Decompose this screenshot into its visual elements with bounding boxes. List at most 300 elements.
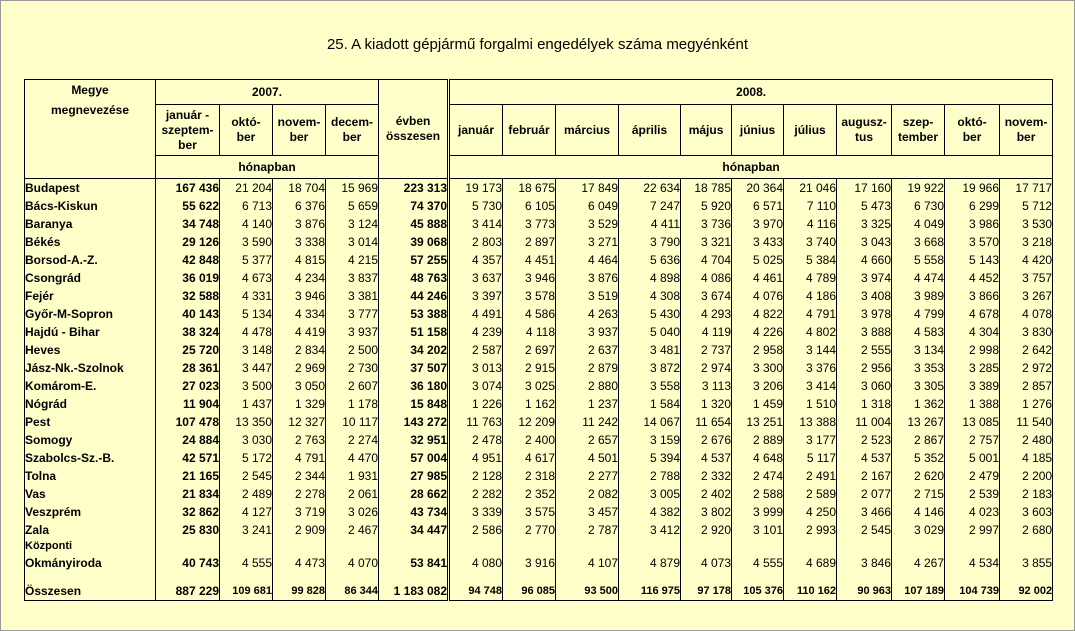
cell-value: 17 717 [1000,179,1053,198]
cell-value: 5 558 [892,251,945,269]
cell-value: 4 331 [220,287,273,305]
cell-value: 1 226 [449,395,503,413]
spacer-cell [784,572,837,582]
cell-value: 29 126 [156,233,220,251]
cell-value: 21 046 [784,179,837,198]
cell-value: 3 050 [273,377,326,395]
row-name: Hajdú - Bihar [25,323,156,341]
cell-value: 2 737 [681,341,732,359]
table-row [25,323,1053,341]
kozponti-line1: Központi [25,540,73,552]
cell-value: 4 080 [449,539,503,572]
header-megye [25,80,156,179]
cell-value: 3 740 [784,233,837,251]
cell-value: 4 537 [681,449,732,467]
spacer-cell [1000,572,1053,582]
spacer-cell [25,572,156,582]
header-month-2007-2-l2: ber [289,130,309,144]
cell-value: 3 876 [273,215,326,233]
row-name: Összesen [25,582,156,601]
cell-value: 32 588 [156,287,220,305]
cell-value: 94 748 [449,582,503,601]
cell-value: 3 241 [220,521,273,539]
cell-value: 99 828 [273,582,326,601]
cell-value: 1 510 [784,395,837,413]
cell-value: 19 966 [945,179,1000,198]
cell-value: 3 736 [681,215,732,233]
cell-value: 2 077 [837,485,892,503]
spacer-cell [732,572,784,582]
page-title: 25. A kiadott gépjármű forgalmi engedélyek száma megyénként [326,36,749,53]
cell-value: 3 353 [892,359,945,377]
cell-value: 7 110 [784,197,837,215]
cell-value: 4 250 [784,503,837,521]
cell-value: 3 005 [619,485,681,503]
cell-value: 1 183 082 [379,582,449,601]
cell-value: 4 119 [681,323,732,341]
cell-value: 1 459 [732,395,784,413]
cell-value: 13 388 [784,413,837,431]
cell-value: 2 061 [326,485,379,503]
cell-value: 4 226 [732,323,784,341]
spacer-cell [220,572,273,582]
cell-value: 4 267 [892,539,945,572]
cell-value: 5 352 [892,449,945,467]
cell-value: 107 189 [892,582,945,601]
cell-value: 17 160 [837,179,892,198]
cell-value: 2 478 [449,431,503,449]
cell-value: 4 704 [681,251,732,269]
cell-value: 22 634 [619,179,681,198]
header-osszesen: összesen [386,129,441,143]
cell-value: 3 338 [273,233,326,251]
header-month-2008-10-l1: novem- [1004,115,1048,129]
table-row [25,377,1053,395]
table-row [25,269,1053,287]
cell-value: 18 704 [273,179,326,198]
cell-value: 4 673 [220,269,273,287]
cell-value: 1 931 [326,467,379,485]
cell-value: 3 321 [681,233,732,251]
cell-value: 5 430 [619,305,681,323]
cell-value: 3 414 [449,215,503,233]
spacer-cell [379,572,449,582]
cell-value: 3 267 [1000,287,1053,305]
cell-value: 12 327 [273,413,326,431]
cell-value: 4 951 [449,449,503,467]
header-month-2007-2 [273,105,326,156]
row-name: Csongrád [25,269,156,287]
row-name: Somogy [25,431,156,449]
cell-value: 3 937 [556,323,619,341]
cell-value: 5 394 [619,449,681,467]
cell-value: 74 370 [379,197,449,215]
cell-value: 2 128 [449,467,503,485]
cell-value: 2 787 [556,521,619,539]
cell-value: 2 993 [784,521,837,539]
cell-value: 5 920 [681,197,732,215]
header-megye-line2: megnevezése [50,103,130,117]
cell-value: 4 127 [220,503,273,521]
header-month-2008-8-l2: tember [898,130,939,144]
cell-value: 3 466 [837,503,892,521]
cell-value: 3 101 [732,521,784,539]
cell-value: 11 242 [556,413,619,431]
spacer-cell [892,572,945,582]
cell-value: 3 339 [449,503,503,521]
cell-value: 3 014 [326,233,379,251]
cell-value: 4 555 [732,539,784,572]
cell-value: 2 278 [273,485,326,503]
spacer-cell [156,572,220,582]
table-row [25,521,1053,539]
cell-value: 36 019 [156,269,220,287]
cell-value: 3 872 [619,359,681,377]
cell-value: 20 364 [732,179,784,198]
cell-value: 3 575 [503,503,556,521]
cell-value: 4 334 [273,305,326,323]
cell-value: 4 118 [503,323,556,341]
row-name: Győr-M-Sopron [25,305,156,323]
cell-value: 4 293 [681,305,732,323]
cell-value: 3 159 [619,431,681,449]
table-row [25,179,1053,198]
cell-value: 3 855 [1000,539,1053,572]
header-year-2008: 2008. [449,80,1053,105]
header-month-2008-7-l1: augusz- [841,115,887,129]
cell-value: 5 172 [220,449,273,467]
table-row [25,305,1053,323]
cell-value: 53 841 [379,539,449,572]
cell-value: 45 888 [379,215,449,233]
cell-value: 3 148 [220,341,273,359]
cell-value: 4 304 [945,323,1000,341]
cell-value: 1 362 [892,395,945,413]
cell-value: 1 178 [326,395,379,413]
spacer-cell [681,572,732,582]
cell-value: 2 857 [1000,377,1053,395]
cell-value: 110 162 [784,582,837,601]
cell-value: 36 180 [379,377,449,395]
spacer-cell [556,572,619,582]
header-month-2008-8 [892,105,945,156]
cell-value: 5 712 [1000,197,1053,215]
cell-value: 3 637 [449,269,503,287]
header-month-2007-1-l1: októ- [231,115,261,129]
cell-value: 3 043 [837,233,892,251]
cell-value: 57 255 [379,251,449,269]
header-month-2008-9-l2: ber [962,130,982,144]
data-table [24,79,1053,601]
cell-value: 3 916 [503,539,556,572]
cell-value: 2 680 [1000,521,1053,539]
cell-value: 11 004 [837,413,892,431]
cell-value: 2 555 [837,341,892,359]
cell-value: 3 999 [732,503,784,521]
table-row [25,341,1053,359]
cell-value: 4 474 [892,269,945,287]
header-month-2008-4 [681,105,732,156]
cell-value: 97 178 [681,582,732,601]
cell-value: 2 491 [784,467,837,485]
cell-value: 3 029 [892,521,945,539]
cell-value: 21 834 [156,485,220,503]
table-row [25,197,1053,215]
cell-value: 2 332 [681,467,732,485]
spacer-cell [273,572,326,582]
cell-value: 2 867 [892,431,945,449]
cell-value: 1 388 [945,395,1000,413]
row-name: Fejér [25,287,156,305]
cell-value: 4 420 [1000,251,1053,269]
cell-value: 13 085 [945,413,1000,431]
cell-value: 4 537 [837,449,892,467]
cell-value: 14 067 [619,413,681,431]
cell-value: 2 969 [273,359,326,377]
cell-value: 2 757 [945,431,1000,449]
cell-value: 2 274 [326,431,379,449]
header-month-2008-0-l1: január [458,122,495,137]
header-megye-line1: Megye [71,83,109,97]
table-row [25,395,1053,413]
cell-value: 4 023 [945,503,1000,521]
cell-value: 7 247 [619,197,681,215]
header-month-2008-9 [945,105,1000,156]
cell-value: 6 049 [556,197,619,215]
row-name: Veszprém [25,503,156,521]
cell-value: 2 282 [449,485,503,503]
cell-value: 4 802 [784,323,837,341]
cell-value: 6 571 [732,197,784,215]
cell-value: 4 464 [556,251,619,269]
cell-value: 143 272 [379,413,449,431]
cell-value: 21 204 [220,179,273,198]
cell-value: 5 730 [449,197,503,215]
cell-value: 2 956 [837,359,892,377]
cell-value: 2 200 [1000,467,1053,485]
cell-value: 1 276 [1000,395,1053,413]
cell-value: 3 946 [503,269,556,287]
header-month-2007-3-l1: decem- [331,115,374,129]
cell-value: 116 975 [619,582,681,601]
cell-value: 2 402 [681,485,732,503]
cell-value: 4 049 [892,215,945,233]
cell-value: 2 889 [732,431,784,449]
cell-value: 5 473 [837,197,892,215]
cell-value: 5 377 [220,251,273,269]
header-month-2007-3-l2: ber [342,130,362,144]
cell-value: 2 909 [273,521,326,539]
cell-value: 2 523 [837,431,892,449]
cell-value: 4 070 [326,539,379,572]
kozponti-line2: Okmányiroda [25,556,102,570]
cell-value: 28 361 [156,359,220,377]
cell-value: 21 165 [156,467,220,485]
cell-value: 2 479 [945,467,1000,485]
cell-value: 3 447 [220,359,273,377]
cell-value: 4 583 [892,323,945,341]
cell-value: 3 134 [892,341,945,359]
cell-value: 4 617 [503,449,556,467]
cell-value: 96 085 [503,582,556,601]
cell-value: 2 879 [556,359,619,377]
table-row [25,582,1053,601]
header-month-2007-0-l3: ber [178,137,197,152]
cell-value: 3 558 [619,377,681,395]
table-row [25,413,1053,431]
header-month-2008-10-l2: ber [1016,130,1036,144]
cell-value: 1 437 [220,395,273,413]
cell-value: 5 659 [326,197,379,215]
header-month-2007-0 [156,105,220,156]
cell-value: 3 876 [556,269,619,287]
header-month-2008-9-l1: októ- [957,115,987,129]
cell-value: 2 920 [681,521,732,539]
cell-value: 4 815 [273,251,326,269]
cell-value: 5 143 [945,251,1000,269]
cell-value: 3 757 [1000,269,1053,287]
cell-value: 4 078 [1000,305,1053,323]
cell-value: 4 263 [556,305,619,323]
cell-value: 5 001 [945,449,1000,467]
row-name: Bács-Kiskun [25,197,156,215]
cell-value: 2 642 [1000,341,1053,359]
cell-value: 2 474 [732,467,784,485]
spacer-cell [449,572,503,582]
cell-value: 4 879 [619,539,681,572]
cell-value: 4 452 [945,269,1000,287]
cell-value: 167 436 [156,179,220,198]
cell-value: 3 376 [784,359,837,377]
table-row [25,215,1053,233]
cell-value: 27 023 [156,377,220,395]
cell-value: 4 107 [556,539,619,572]
cell-value: 3 397 [449,287,503,305]
header-month-2007-1-l2: ber [236,130,256,144]
header-month-2008-2 [556,105,619,156]
header-month-2007-1 [220,105,273,156]
cell-value: 3 457 [556,503,619,521]
cell-value: 2 770 [503,521,556,539]
cell-value: 19 922 [892,179,945,198]
cell-value: 4 461 [732,269,784,287]
spacer-row [25,572,1053,582]
cell-value: 6 376 [273,197,326,215]
cell-value: 57 004 [379,449,449,467]
cell-value: 25 720 [156,341,220,359]
cell-value: 34 202 [379,341,449,359]
cell-value: 42 571 [156,449,220,467]
cell-value: 2 277 [556,467,619,485]
cell-value: 4 186 [784,287,837,305]
cell-value: 38 324 [156,323,220,341]
table-row [25,467,1053,485]
table-row [25,539,1053,572]
cell-value: 2 998 [945,341,1000,359]
cell-value: 2 344 [273,467,326,485]
header-month-2008-1-l1: február [508,122,550,137]
cell-value: 4 473 [273,539,326,572]
cell-value: 13 350 [220,413,273,431]
cell-value: 25 830 [156,521,220,539]
cell-value: 5 040 [619,323,681,341]
cell-value: 4 789 [784,269,837,287]
cell-value: 37 507 [379,359,449,377]
cell-value: 18 785 [681,179,732,198]
header-month-2008-2-l1: március [564,122,611,137]
header-month-2008-5-l1: június [739,122,776,137]
row-name: Vas [25,485,156,503]
cell-value: 3 668 [892,233,945,251]
header-month-2007-0-l1: január - [165,107,210,122]
cell-value: 2 588 [732,485,784,503]
cell-value: 19 173 [449,179,503,198]
cell-value: 2 467 [326,521,379,539]
cell-value: 2 763 [273,431,326,449]
cell-value: 4 491 [449,305,503,323]
cell-value: 28 662 [379,485,449,503]
cell-value: 1 162 [503,395,556,413]
header-evben: évben [395,114,431,128]
cell-value: 42 848 [156,251,220,269]
cell-value: 6 105 [503,197,556,215]
header-month-2007-3 [326,105,379,156]
cell-value: 24 884 [156,431,220,449]
cell-value: 4 185 [1000,449,1053,467]
cell-value: 5 134 [220,305,273,323]
header-month-2008-3 [619,105,681,156]
row-name: Nógrád [25,395,156,413]
cell-value: 4 215 [326,251,379,269]
cell-value: 2 788 [619,467,681,485]
row-name: Jász-Nk.-Szolnok [25,359,156,377]
cell-value: 3 866 [945,287,1000,305]
cell-value: 3 074 [449,377,503,395]
cell-value: 107 478 [156,413,220,431]
cell-value: 2 676 [681,431,732,449]
cell-value: 11 654 [681,413,732,431]
cell-value: 3 974 [837,269,892,287]
cell-value: 3 325 [837,215,892,233]
header-year-2007: 2007. [156,80,379,105]
table-row [25,251,1053,269]
cell-value: 4 822 [732,305,784,323]
cell-value: 2 834 [273,341,326,359]
cell-value: 3 500 [220,377,273,395]
cell-value: 40 743 [156,539,220,572]
cell-value: 3 144 [784,341,837,359]
cell-value: 3 846 [837,539,892,572]
cell-value: 1 318 [837,395,892,413]
header-honapban-2008: hónapban [449,156,1053,179]
cell-value: 3 970 [732,215,784,233]
cell-value: 5 384 [784,251,837,269]
cell-value: 2 657 [556,431,619,449]
cell-value: 17 849 [556,179,619,198]
cell-value: 11 540 [1000,413,1053,431]
cell-value: 12 209 [503,413,556,431]
cell-value: 3 408 [837,287,892,305]
cell-value: 55 622 [156,197,220,215]
cell-value: 3 888 [837,323,892,341]
cell-value: 2 587 [449,341,503,359]
cell-value: 105 376 [732,582,784,601]
cell-value: 3 013 [449,359,503,377]
cell-value: 3 578 [503,287,556,305]
cell-value: 4 086 [681,269,732,287]
header-month-2007-2-l1: novem- [277,115,321,129]
cell-value: 40 143 [156,305,220,323]
